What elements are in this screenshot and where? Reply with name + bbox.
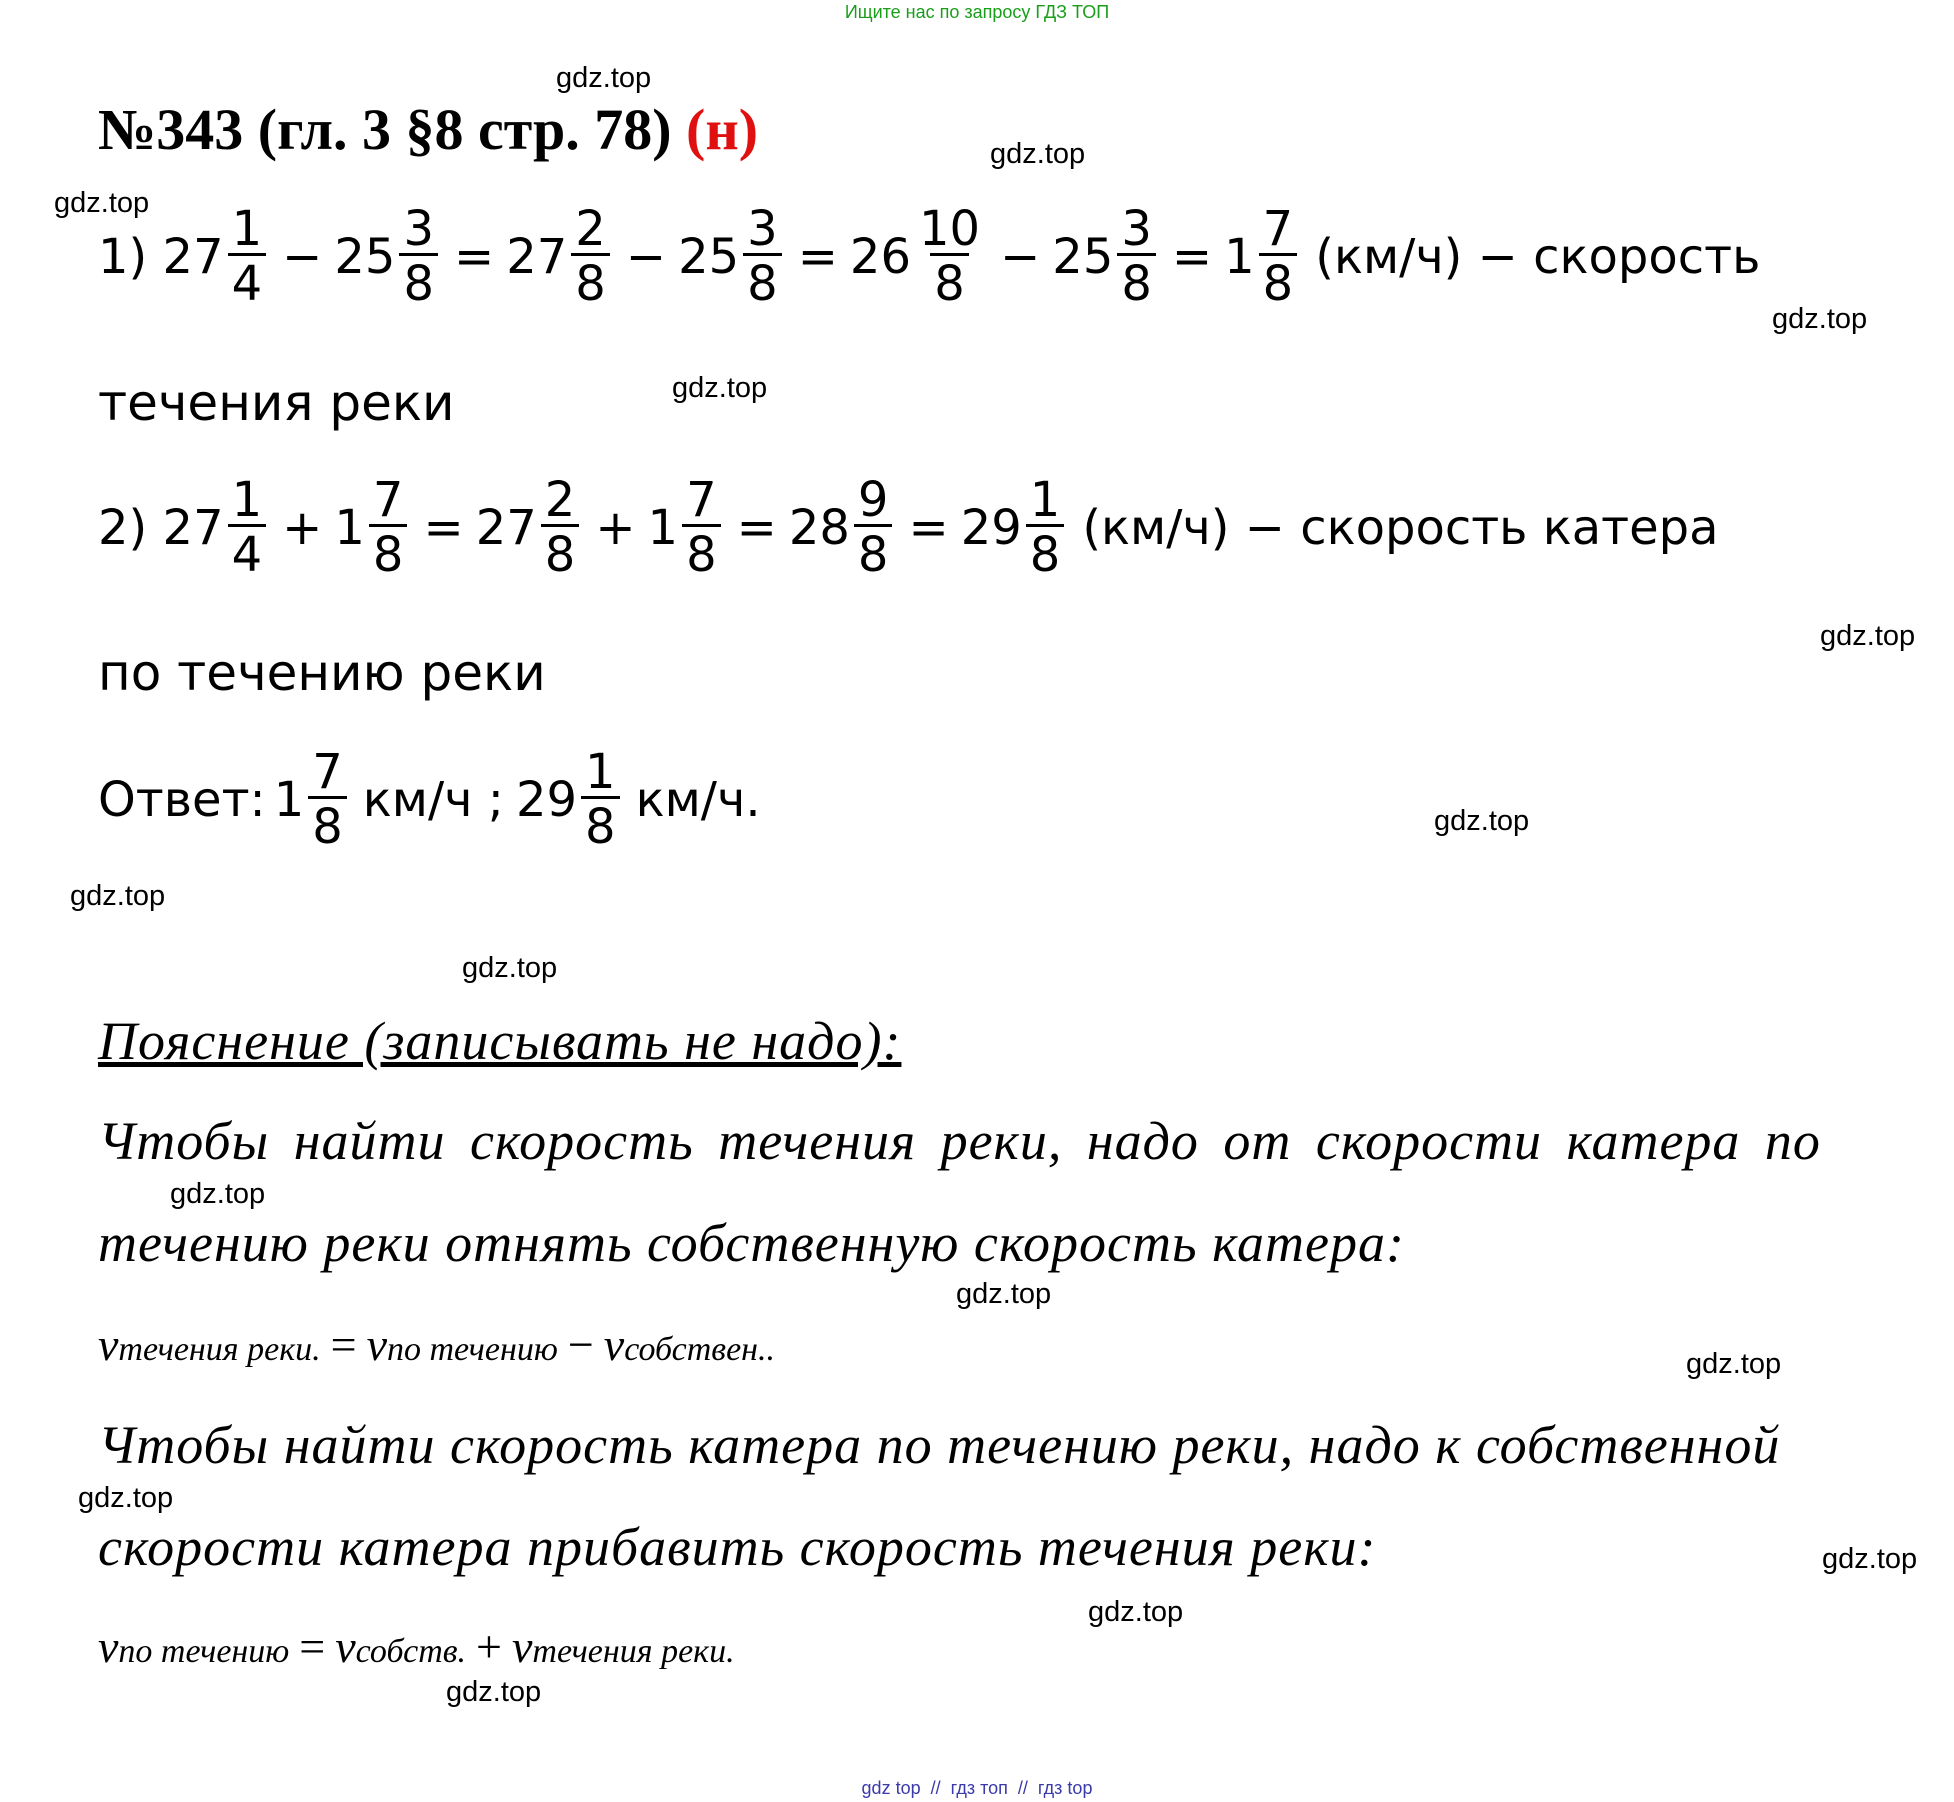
watermark: gdz.top — [1434, 805, 1530, 837]
step-2-equation — [98, 472, 1719, 583]
explanation-paragraph-2-line-1: Чтобы найти скорость катера по течению реки, надо к собственной — [98, 1415, 1781, 1475]
task-title — [98, 96, 758, 163]
watermark: gdz.top — [1772, 303, 1868, 335]
whole: 1 — [273, 771, 305, 828]
fraction: $\frac{2}{8}$ — [571, 205, 610, 308]
fraction: $\frac{7}{8}$ — [308, 748, 347, 851]
operator: − — [1000, 228, 1041, 285]
whole: 29 — [515, 771, 578, 828]
watermark: gdz.top — [556, 62, 652, 94]
whole: 27 — [162, 228, 224, 285]
formula-downstream-speed: vпо течению = vсобств. + vтечения реки. — [98, 1621, 735, 1672]
step-label: 2) — [98, 499, 148, 556]
watermark: gdz.top — [1686, 1348, 1782, 1380]
fraction: $\frac{7}{8}$ — [369, 476, 408, 579]
whole: 29 — [960, 499, 1022, 556]
operator: − — [282, 228, 323, 285]
watermark: gdz.top — [462, 952, 558, 984]
task-number: №343 (гл. 3 §8 стр. 78) — [98, 97, 672, 162]
operator: − — [625, 228, 667, 285]
fraction: $\frac{3}{8}$ — [743, 205, 782, 308]
watermark: gdz.top — [54, 187, 150, 219]
task-mark: (н) — [686, 97, 759, 162]
operator: + — [282, 499, 323, 556]
whole: 25 — [1052, 228, 1114, 285]
fraction: $\frac{1}{8}$ — [581, 748, 620, 851]
result-text: (км/ч) − скорость катера — [1082, 499, 1719, 556]
unit: км/ч. — [635, 771, 761, 828]
operator: = — [797, 228, 838, 285]
whole: 25 — [334, 228, 396, 285]
fraction: $\frac{7}{8}$ — [1259, 205, 1298, 308]
explanation-paragraph-1-line-2: течению реки отнять собственную скорость катера: — [98, 1213, 1405, 1273]
operator: = — [454, 228, 495, 285]
fraction: $\frac{3}{8}$ — [399, 205, 438, 308]
result-text: (км/ч) − скорость — [1315, 228, 1761, 285]
watermark: gdz.top — [990, 138, 1086, 170]
fraction: $\frac{1}{8}$ — [1026, 476, 1065, 579]
watermark: gdz.top — [78, 1482, 174, 1514]
whole: 25 — [678, 228, 740, 285]
explanation-paragraph-1-line-1: Чтобы найти скорость течения реки, надо от скорости катера по — [98, 1111, 1821, 1171]
whole: 26 — [849, 228, 911, 285]
unit: км/ч ; — [362, 771, 504, 828]
fraction: $\frac{1}{4}$ — [228, 205, 267, 308]
step-1-equation — [98, 201, 1761, 312]
operator: = — [736, 499, 777, 556]
fraction: $\frac{10}{8}$ — [918, 201, 981, 312]
whole: 27 — [506, 228, 568, 285]
fraction: $\frac{7}{8}$ — [682, 476, 721, 579]
operator: = — [1171, 228, 1213, 285]
fraction: $\frac{1}{4}$ — [228, 476, 267, 579]
answer-line — [98, 744, 761, 855]
fraction: $\frac{9}{8}$ — [854, 476, 893, 579]
watermark: gdz.top — [170, 1178, 266, 1210]
watermark: gdz.top — [70, 880, 166, 912]
watermark: gdz.top — [1822, 1543, 1918, 1575]
fraction: $\frac{3}{8}$ — [1117, 205, 1156, 308]
step-1-continuation: течения реки — [98, 374, 455, 432]
footer-links: gdz top // гдз топ // гдз top — [861, 1778, 1093, 1798]
whole: 27 — [475, 499, 537, 556]
watermark: gdz.top — [446, 1676, 542, 1708]
operator: = — [908, 499, 949, 556]
watermark: gdz.top — [1820, 620, 1916, 652]
operator: + — [595, 499, 636, 556]
whole: 27 — [162, 499, 224, 556]
step-label: 1) — [98, 228, 148, 285]
answer-label: Ответ: — [98, 771, 266, 828]
whole: 28 — [788, 499, 850, 556]
top-banner: Ищите нас по запросу ГДЗ ТОП — [844, 2, 1110, 22]
whole: 1 — [647, 499, 679, 556]
step-2-continuation: по течению реки — [98, 644, 546, 702]
whole: 1 — [334, 499, 365, 556]
watermark: gdz.top — [672, 372, 768, 404]
watermark: gdz.top — [1088, 1596, 1184, 1628]
formula-current-speed: vтечения реки. = vпо течению − vсобствен.. — [98, 1319, 776, 1370]
whole: 1 — [1224, 228, 1255, 285]
fraction: $\frac{2}{8}$ — [541, 476, 580, 579]
watermark: gdz.top — [956, 1278, 1052, 1310]
explanation-heading: Пояснение (записывать не надо): — [98, 1011, 902, 1071]
explanation-paragraph-2-line-2: скорости катера прибавить скорость течения реки: — [98, 1517, 1377, 1577]
operator: = — [423, 499, 464, 556]
